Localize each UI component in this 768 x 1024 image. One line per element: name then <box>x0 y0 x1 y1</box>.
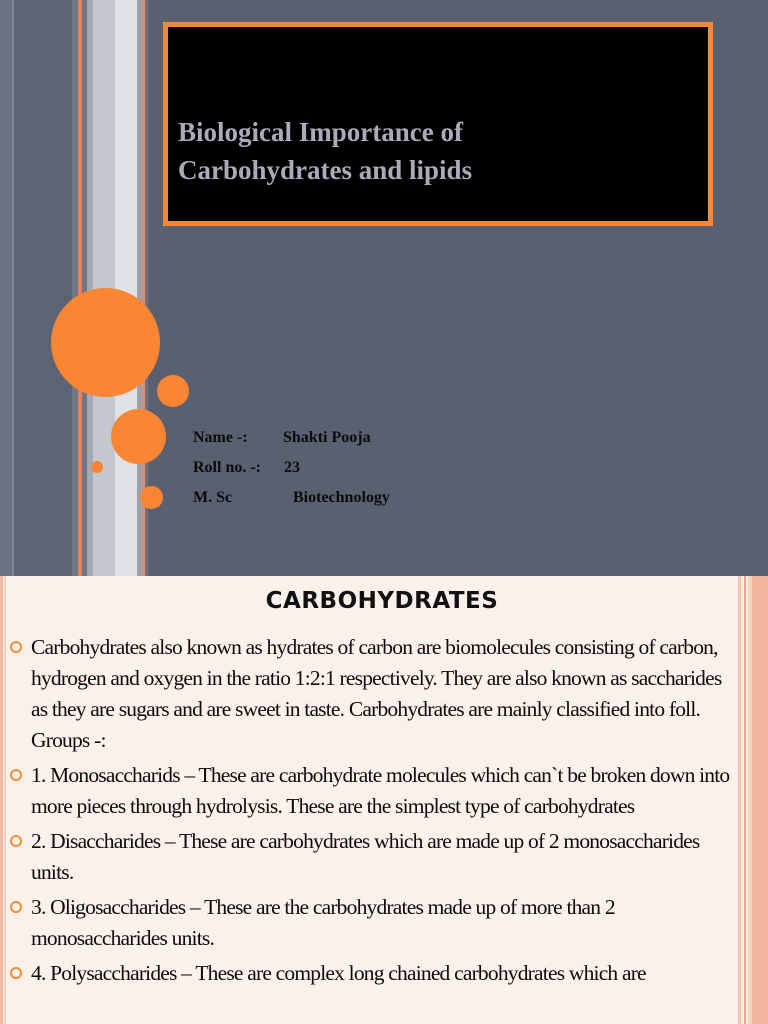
title-line-1: Biological Importance of <box>178 117 463 147</box>
degree-value: Biotechnology <box>293 489 390 506</box>
title-box <box>163 22 713 226</box>
bullet-circle-icon <box>10 835 22 847</box>
bullet-text: 2. Disaccharides – These are carbohydrates which are made up of 2 monosaccharides units. <box>31 829 700 884</box>
list-item <box>10 760 742 822</box>
tiny-circle-decor <box>91 461 103 473</box>
list-item <box>10 958 742 989</box>
small-circle-decor <box>157 375 189 407</box>
decor-stripe <box>4 576 6 1024</box>
slide-title <box>178 113 698 189</box>
decor-stripe <box>0 576 3 1024</box>
decor-stripe <box>752 576 768 1024</box>
bullet-circle-icon <box>10 769 22 781</box>
title-line-2: Carbohydrates and lipids <box>178 155 473 185</box>
bullet-text: 4. Polysaccharides – These are complex long chained carbohydrates which are <box>31 961 646 985</box>
decor-stripe <box>115 0 137 576</box>
list-item <box>10 892 742 954</box>
bullet-circle-icon <box>10 967 22 979</box>
degree-label: M. Sc <box>193 489 233 506</box>
bullet-circle-icon <box>10 641 22 653</box>
small-circle-decor <box>140 486 163 509</box>
decor-stripe <box>14 0 72 576</box>
bullet-text: 3. Oligosaccharides – These are the carbohydrates made up of more than 2 monosaccharides units. <box>31 895 615 950</box>
bullet-text: 1. Monosaccharids – These are carbohydrate molecules which can`t be broken down into more pieces through hydrolysis. These are the simplest type of carbohydrates <box>31 763 730 818</box>
slide-heading: CARBOHYDRATES <box>265 588 499 614</box>
decor-stripe <box>0 0 12 576</box>
bullet-list <box>10 632 742 993</box>
list-item <box>10 632 742 756</box>
roll-label: Roll no. -: <box>193 459 261 476</box>
content-slide <box>0 576 768 1024</box>
bullet-text: Carbohydrates also known as hydrates of carbon are biomolecules consisting of carbon, hydrogen and oxygen in the ratio 1:2:1 respectively. They are also known as saccharides as they are sugars and are sweet in taste. Carbohydrates are mainly classified into foll. Groups -: <box>31 635 722 752</box>
large-circle-decor <box>51 288 160 397</box>
roll-value: 23 <box>284 459 300 476</box>
name-label: Name -: <box>193 429 248 446</box>
medium-circle-decor <box>111 409 166 464</box>
bullet-circle-icon <box>10 901 22 913</box>
list-item <box>10 826 742 888</box>
name-value: Shakti Pooja <box>283 429 371 446</box>
decor-stripe <box>744 576 746 1024</box>
